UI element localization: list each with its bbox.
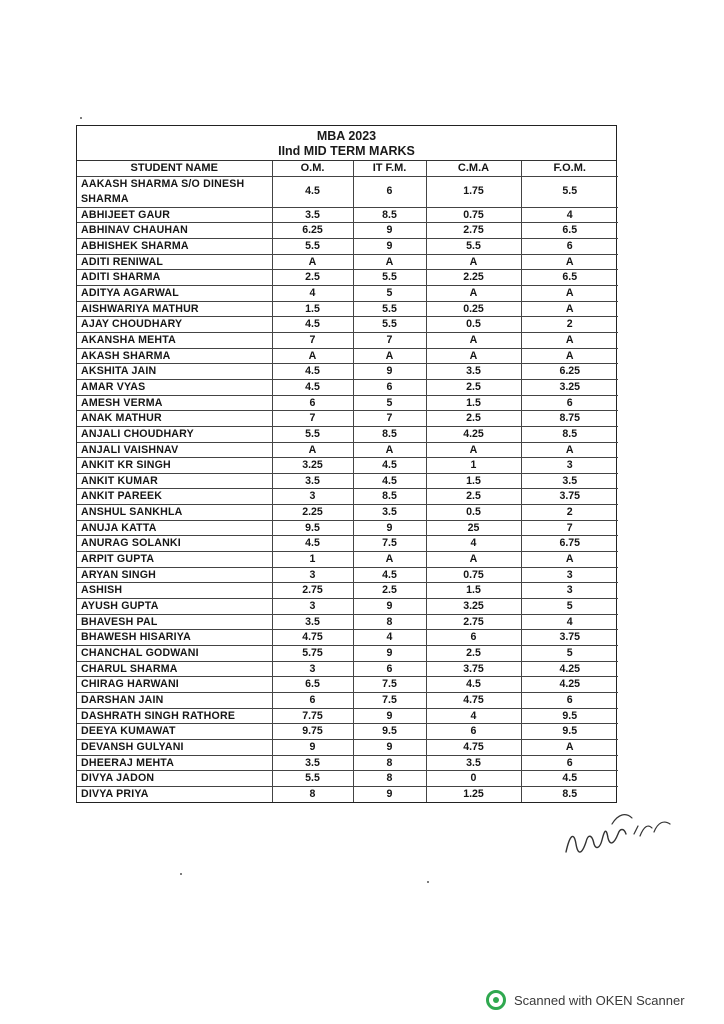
table-row bbox=[77, 614, 618, 630]
student-name-cell: ANUJA KATTA bbox=[77, 520, 272, 536]
om-mark-cell: 5.5 bbox=[272, 771, 353, 787]
cma-mark-cell: 3.25 bbox=[426, 599, 521, 615]
cma-mark-cell: A bbox=[426, 348, 521, 364]
cma-mark-cell: 2.75 bbox=[426, 223, 521, 239]
table-row bbox=[77, 270, 618, 286]
fom-mark-cell: 6.75 bbox=[521, 536, 618, 552]
cma-mark-cell: 4.75 bbox=[426, 693, 521, 709]
itfm-mark-cell: 7 bbox=[353, 411, 426, 427]
fom-mark-cell: A bbox=[521, 285, 618, 301]
column-header-fom: F.O.M. bbox=[521, 161, 618, 176]
cma-mark-cell: 25 bbox=[426, 520, 521, 536]
cma-mark-cell: 4.5 bbox=[426, 677, 521, 693]
itfm-mark-cell: 8 bbox=[353, 614, 426, 630]
cma-mark-cell: 3.75 bbox=[426, 661, 521, 677]
table-row bbox=[77, 411, 618, 427]
fom-mark-cell: 6 bbox=[521, 693, 618, 709]
itfm-mark-cell: 9 bbox=[353, 364, 426, 380]
marks-table bbox=[77, 161, 618, 802]
table-row bbox=[77, 677, 618, 693]
om-mark-cell: 4 bbox=[272, 285, 353, 301]
itfm-mark-cell: 9 bbox=[353, 599, 426, 615]
student-name-cell: DIVYA JADON bbox=[77, 771, 272, 787]
column-header-itfm: IT F.M. bbox=[353, 161, 426, 176]
scan-speck bbox=[180, 873, 182, 875]
table-row bbox=[77, 285, 618, 301]
cma-mark-cell: 4 bbox=[426, 708, 521, 724]
student-name-cell: AAKASH SHARMA S/O DINESH SHARMA bbox=[77, 176, 272, 207]
student-name-cell: ARPIT GUPTA bbox=[77, 552, 272, 568]
student-name-cell: DEEYA KUMAWAT bbox=[77, 724, 272, 740]
table-row bbox=[77, 207, 618, 223]
fom-mark-cell: 2 bbox=[521, 317, 618, 333]
student-name-cell: AKSHITA JAIN bbox=[77, 364, 272, 380]
fom-mark-cell: A bbox=[521, 552, 618, 568]
om-mark-cell: 3.5 bbox=[272, 473, 353, 489]
cma-mark-cell: A bbox=[426, 332, 521, 348]
itfm-mark-cell: 4 bbox=[353, 630, 426, 646]
itfm-mark-cell: 7.5 bbox=[353, 536, 426, 552]
itfm-mark-cell: 9 bbox=[353, 708, 426, 724]
om-mark-cell: 6.25 bbox=[272, 223, 353, 239]
fom-mark-cell: A bbox=[521, 301, 618, 317]
om-mark-cell: 1.5 bbox=[272, 301, 353, 317]
cma-mark-cell: A bbox=[426, 285, 521, 301]
om-mark-cell: 3 bbox=[272, 567, 353, 583]
itfm-mark-cell: 5.5 bbox=[353, 270, 426, 286]
cma-mark-cell: 0.25 bbox=[426, 301, 521, 317]
student-name-cell: ADITI SHARMA bbox=[77, 270, 272, 286]
fom-mark-cell: 6.25 bbox=[521, 364, 618, 380]
marks-table-body bbox=[77, 176, 618, 801]
student-name-cell: AKANSHA MEHTA bbox=[77, 332, 272, 348]
table-row bbox=[77, 254, 618, 270]
cma-mark-cell: 6 bbox=[426, 724, 521, 740]
om-mark-cell: 4.75 bbox=[272, 630, 353, 646]
cma-mark-cell: 2.5 bbox=[426, 646, 521, 662]
student-name-cell: ANSHUL SANKHLA bbox=[77, 505, 272, 521]
handwritten-signature-icon bbox=[560, 804, 680, 864]
cma-mark-cell: 4.25 bbox=[426, 426, 521, 442]
itfm-mark-cell: 4.5 bbox=[353, 473, 426, 489]
itfm-mark-cell: 5 bbox=[353, 395, 426, 411]
sheet-title: MBA 2023 bbox=[316, 129, 377, 143]
fom-mark-cell: 3 bbox=[521, 583, 618, 599]
student-name-cell: ADITYA AGARWAL bbox=[77, 285, 272, 301]
om-mark-cell: 3.25 bbox=[272, 458, 353, 474]
fom-mark-cell: 5 bbox=[521, 646, 618, 662]
student-name-cell: AJAY CHOUDHARY bbox=[77, 317, 272, 333]
itfm-mark-cell: 6 bbox=[353, 661, 426, 677]
table-row bbox=[77, 442, 618, 458]
cma-mark-cell: 4.75 bbox=[426, 739, 521, 755]
column-header-student-name: STUDENT NAME bbox=[77, 161, 272, 176]
fom-mark-cell: A bbox=[521, 348, 618, 364]
om-mark-cell: 2.25 bbox=[272, 505, 353, 521]
cma-mark-cell: 1 bbox=[426, 458, 521, 474]
om-mark-cell: A bbox=[272, 254, 353, 270]
itfm-mark-cell: 8 bbox=[353, 755, 426, 771]
table-header-row bbox=[77, 161, 618, 176]
om-mark-cell: 4.5 bbox=[272, 176, 353, 207]
table-row bbox=[77, 536, 618, 552]
fom-mark-cell: 4 bbox=[521, 207, 618, 223]
om-mark-cell: 2.5 bbox=[272, 270, 353, 286]
scanner-watermark-text: Scanned with OKEN Scanner bbox=[514, 992, 685, 1008]
itfm-mark-cell: 4.5 bbox=[353, 458, 426, 474]
itfm-mark-cell: 5.5 bbox=[353, 317, 426, 333]
table-row bbox=[77, 332, 618, 348]
om-mark-cell: 9.5 bbox=[272, 520, 353, 536]
itfm-mark-cell: 2.5 bbox=[353, 583, 426, 599]
student-name-cell: DASHRATH SINGH RATHORE bbox=[77, 708, 272, 724]
itfm-mark-cell: 6 bbox=[353, 379, 426, 395]
cma-mark-cell: 3.5 bbox=[426, 364, 521, 380]
cma-mark-cell: 1.75 bbox=[426, 176, 521, 207]
itfm-mark-cell: A bbox=[353, 348, 426, 364]
fom-mark-cell: 5.5 bbox=[521, 176, 618, 207]
student-name-cell: DARSHAN JAIN bbox=[77, 693, 272, 709]
sheet-header bbox=[77, 126, 616, 161]
om-mark-cell: 3.5 bbox=[272, 614, 353, 630]
itfm-mark-cell: 9 bbox=[353, 223, 426, 239]
student-name-cell: CHANCHAL GODWANI bbox=[77, 646, 272, 662]
student-name-cell: AMESH VERMA bbox=[77, 395, 272, 411]
om-mark-cell: 6 bbox=[272, 395, 353, 411]
table-row bbox=[77, 223, 618, 239]
itfm-mark-cell: 9 bbox=[353, 739, 426, 755]
fom-mark-cell: 8.5 bbox=[521, 426, 618, 442]
itfm-mark-cell: A bbox=[353, 442, 426, 458]
itfm-mark-cell: 8.5 bbox=[353, 207, 426, 223]
cma-mark-cell: 3.5 bbox=[426, 755, 521, 771]
fom-mark-cell: 4.25 bbox=[521, 661, 618, 677]
om-mark-cell: 6 bbox=[272, 693, 353, 709]
itfm-mark-cell: 9 bbox=[353, 786, 426, 801]
student-name-cell: DIVYA PRIYA bbox=[77, 786, 272, 801]
itfm-mark-cell: 7.5 bbox=[353, 693, 426, 709]
fom-mark-cell: 7 bbox=[521, 520, 618, 536]
om-mark-cell: 3.5 bbox=[272, 207, 353, 223]
cma-mark-cell: 2.75 bbox=[426, 614, 521, 630]
student-name-cell: DHEERAJ MEHTA bbox=[77, 755, 272, 771]
cma-mark-cell: 0.5 bbox=[426, 317, 521, 333]
itfm-mark-cell: A bbox=[353, 552, 426, 568]
table-row bbox=[77, 599, 618, 615]
scanner-watermark bbox=[486, 990, 685, 1010]
cma-mark-cell: 1.25 bbox=[426, 786, 521, 801]
fom-mark-cell: A bbox=[521, 442, 618, 458]
fom-mark-cell: 3 bbox=[521, 567, 618, 583]
om-mark-cell: 4.5 bbox=[272, 379, 353, 395]
sheet-subtitle: IInd MID TERM MARKS bbox=[278, 144, 415, 158]
table-row bbox=[77, 583, 618, 599]
fom-mark-cell: A bbox=[521, 739, 618, 755]
cma-mark-cell: 0.75 bbox=[426, 567, 521, 583]
itfm-mark-cell: 6 bbox=[353, 176, 426, 207]
itfm-mark-cell: 7.5 bbox=[353, 677, 426, 693]
itfm-mark-cell: 9.5 bbox=[353, 724, 426, 740]
table-row bbox=[77, 505, 618, 521]
itfm-mark-cell: A bbox=[353, 254, 426, 270]
fom-mark-cell: 4.5 bbox=[521, 771, 618, 787]
cma-mark-cell: 4 bbox=[426, 536, 521, 552]
itfm-mark-cell: 4.5 bbox=[353, 567, 426, 583]
table-row bbox=[77, 379, 618, 395]
cma-mark-cell: A bbox=[426, 442, 521, 458]
table-row bbox=[77, 176, 618, 207]
cma-mark-cell: A bbox=[426, 552, 521, 568]
scan-speck bbox=[80, 117, 82, 119]
cma-mark-cell: 0.5 bbox=[426, 505, 521, 521]
fom-mark-cell: 3.5 bbox=[521, 473, 618, 489]
student-name-cell: ANKIT KUMAR bbox=[77, 473, 272, 489]
student-name-cell: ARYAN SINGH bbox=[77, 567, 272, 583]
om-mark-cell: 3 bbox=[272, 489, 353, 505]
itfm-mark-cell: 8.5 bbox=[353, 489, 426, 505]
table-row bbox=[77, 395, 618, 411]
table-row bbox=[77, 520, 618, 536]
table-row bbox=[77, 708, 618, 724]
om-mark-cell: 7 bbox=[272, 411, 353, 427]
fom-mark-cell: 3 bbox=[521, 458, 618, 474]
table-row bbox=[77, 364, 618, 380]
om-mark-cell: 5.75 bbox=[272, 646, 353, 662]
scan-speck bbox=[427, 881, 429, 883]
om-mark-cell: 7 bbox=[272, 332, 353, 348]
table-row bbox=[77, 489, 618, 505]
fom-mark-cell: 5 bbox=[521, 599, 618, 615]
student-name-cell: ANKIT KR SINGH bbox=[77, 458, 272, 474]
cma-mark-cell: 2.25 bbox=[426, 270, 521, 286]
cma-mark-cell: 2.5 bbox=[426, 411, 521, 427]
fom-mark-cell: 4 bbox=[521, 614, 618, 630]
table-row bbox=[77, 348, 618, 364]
itfm-mark-cell: 3.5 bbox=[353, 505, 426, 521]
fom-mark-cell: 6 bbox=[521, 238, 618, 254]
om-mark-cell: 7.75 bbox=[272, 708, 353, 724]
student-name-cell: BHAWESH HISARIYA bbox=[77, 630, 272, 646]
itfm-mark-cell: 8 bbox=[353, 771, 426, 787]
cma-mark-cell: 0 bbox=[426, 771, 521, 787]
student-name-cell: CHIRAG HARWANI bbox=[77, 677, 272, 693]
column-header-om: O.M. bbox=[272, 161, 353, 176]
om-mark-cell: 3 bbox=[272, 599, 353, 615]
cma-mark-cell: 1.5 bbox=[426, 473, 521, 489]
student-name-cell: ANJALI CHOUDHARY bbox=[77, 426, 272, 442]
student-name-cell: AISHWARIYA MATHUR bbox=[77, 301, 272, 317]
fom-mark-cell: 9.5 bbox=[521, 708, 618, 724]
student-name-cell: ANAK MATHUR bbox=[77, 411, 272, 427]
table-row bbox=[77, 693, 618, 709]
cma-mark-cell: 1.5 bbox=[426, 583, 521, 599]
cma-mark-cell: 6 bbox=[426, 630, 521, 646]
column-header-cma: C.M.A bbox=[426, 161, 521, 176]
table-row bbox=[77, 630, 618, 646]
table-row bbox=[77, 661, 618, 677]
cma-mark-cell: 1.5 bbox=[426, 395, 521, 411]
om-mark-cell: A bbox=[272, 348, 353, 364]
table-row bbox=[77, 458, 618, 474]
om-mark-cell: 6.5 bbox=[272, 677, 353, 693]
cma-mark-cell: A bbox=[426, 254, 521, 270]
itfm-mark-cell: 8.5 bbox=[353, 426, 426, 442]
student-name-cell: ASHISH bbox=[77, 583, 272, 599]
student-name-cell: ANKIT PAREEK bbox=[77, 489, 272, 505]
itfm-mark-cell: 9 bbox=[353, 238, 426, 254]
fom-mark-cell: 3.75 bbox=[521, 489, 618, 505]
om-mark-cell: 5.5 bbox=[272, 426, 353, 442]
fom-mark-cell: 3.25 bbox=[521, 379, 618, 395]
marks-sheet bbox=[76, 125, 617, 803]
om-mark-cell: 2.75 bbox=[272, 583, 353, 599]
table-row bbox=[77, 724, 618, 740]
table-row bbox=[77, 567, 618, 583]
table-row bbox=[77, 786, 618, 801]
om-mark-cell: A bbox=[272, 442, 353, 458]
student-name-cell: ABHIJEET GAUR bbox=[77, 207, 272, 223]
om-mark-cell: 3 bbox=[272, 661, 353, 677]
fom-mark-cell: A bbox=[521, 254, 618, 270]
table-row bbox=[77, 301, 618, 317]
table-row bbox=[77, 755, 618, 771]
om-mark-cell: 9.75 bbox=[272, 724, 353, 740]
student-name-cell: ABHISHEK SHARMA bbox=[77, 238, 272, 254]
table-row bbox=[77, 771, 618, 787]
student-name-cell: AYUSH GUPTA bbox=[77, 599, 272, 615]
student-name-cell: CHARUL SHARMA bbox=[77, 661, 272, 677]
fom-mark-cell: A bbox=[521, 332, 618, 348]
oken-scanner-logo-icon bbox=[486, 990, 506, 1010]
om-mark-cell: 8 bbox=[272, 786, 353, 801]
fom-mark-cell: 6.5 bbox=[521, 223, 618, 239]
itfm-mark-cell: 9 bbox=[353, 520, 426, 536]
itfm-mark-cell: 7 bbox=[353, 332, 426, 348]
student-name-cell: ANURAG SOLANKI bbox=[77, 536, 272, 552]
om-mark-cell: 4.5 bbox=[272, 364, 353, 380]
om-mark-cell: 4.5 bbox=[272, 317, 353, 333]
cma-mark-cell: 5.5 bbox=[426, 238, 521, 254]
table-row bbox=[77, 552, 618, 568]
fom-mark-cell: 6.5 bbox=[521, 270, 618, 286]
student-name-cell: ADITI RENIWAL bbox=[77, 254, 272, 270]
fom-mark-cell: 3.75 bbox=[521, 630, 618, 646]
itfm-mark-cell: 5.5 bbox=[353, 301, 426, 317]
table-row bbox=[77, 473, 618, 489]
table-row bbox=[77, 426, 618, 442]
student-name-cell: AMAR VYAS bbox=[77, 379, 272, 395]
table-row bbox=[77, 317, 618, 333]
student-name-cell: BHAVESH PAL bbox=[77, 614, 272, 630]
student-name-cell: ABHINAV CHAUHAN bbox=[77, 223, 272, 239]
om-mark-cell: 3.5 bbox=[272, 755, 353, 771]
cma-mark-cell: 2.5 bbox=[426, 379, 521, 395]
table-row bbox=[77, 646, 618, 662]
table-row bbox=[77, 238, 618, 254]
om-mark-cell: 1 bbox=[272, 552, 353, 568]
fom-mark-cell: 6 bbox=[521, 395, 618, 411]
student-name-cell: AKASH SHARMA bbox=[77, 348, 272, 364]
om-mark-cell: 9 bbox=[272, 739, 353, 755]
itfm-mark-cell: 5 bbox=[353, 285, 426, 301]
cma-mark-cell: 0.75 bbox=[426, 207, 521, 223]
itfm-mark-cell: 9 bbox=[353, 646, 426, 662]
om-mark-cell: 5.5 bbox=[272, 238, 353, 254]
student-name-cell: DEVANSH GULYANI bbox=[77, 739, 272, 755]
om-mark-cell: 4.5 bbox=[272, 536, 353, 552]
fom-mark-cell: 6 bbox=[521, 755, 618, 771]
table-row bbox=[77, 739, 618, 755]
fom-mark-cell: 4.25 bbox=[521, 677, 618, 693]
fom-mark-cell: 8.75 bbox=[521, 411, 618, 427]
fom-mark-cell: 9.5 bbox=[521, 724, 618, 740]
student-name-cell: ANJALI VAISHNAV bbox=[77, 442, 272, 458]
fom-mark-cell: 2 bbox=[521, 505, 618, 521]
fom-mark-cell: 8.5 bbox=[521, 786, 618, 801]
cma-mark-cell: 2.5 bbox=[426, 489, 521, 505]
